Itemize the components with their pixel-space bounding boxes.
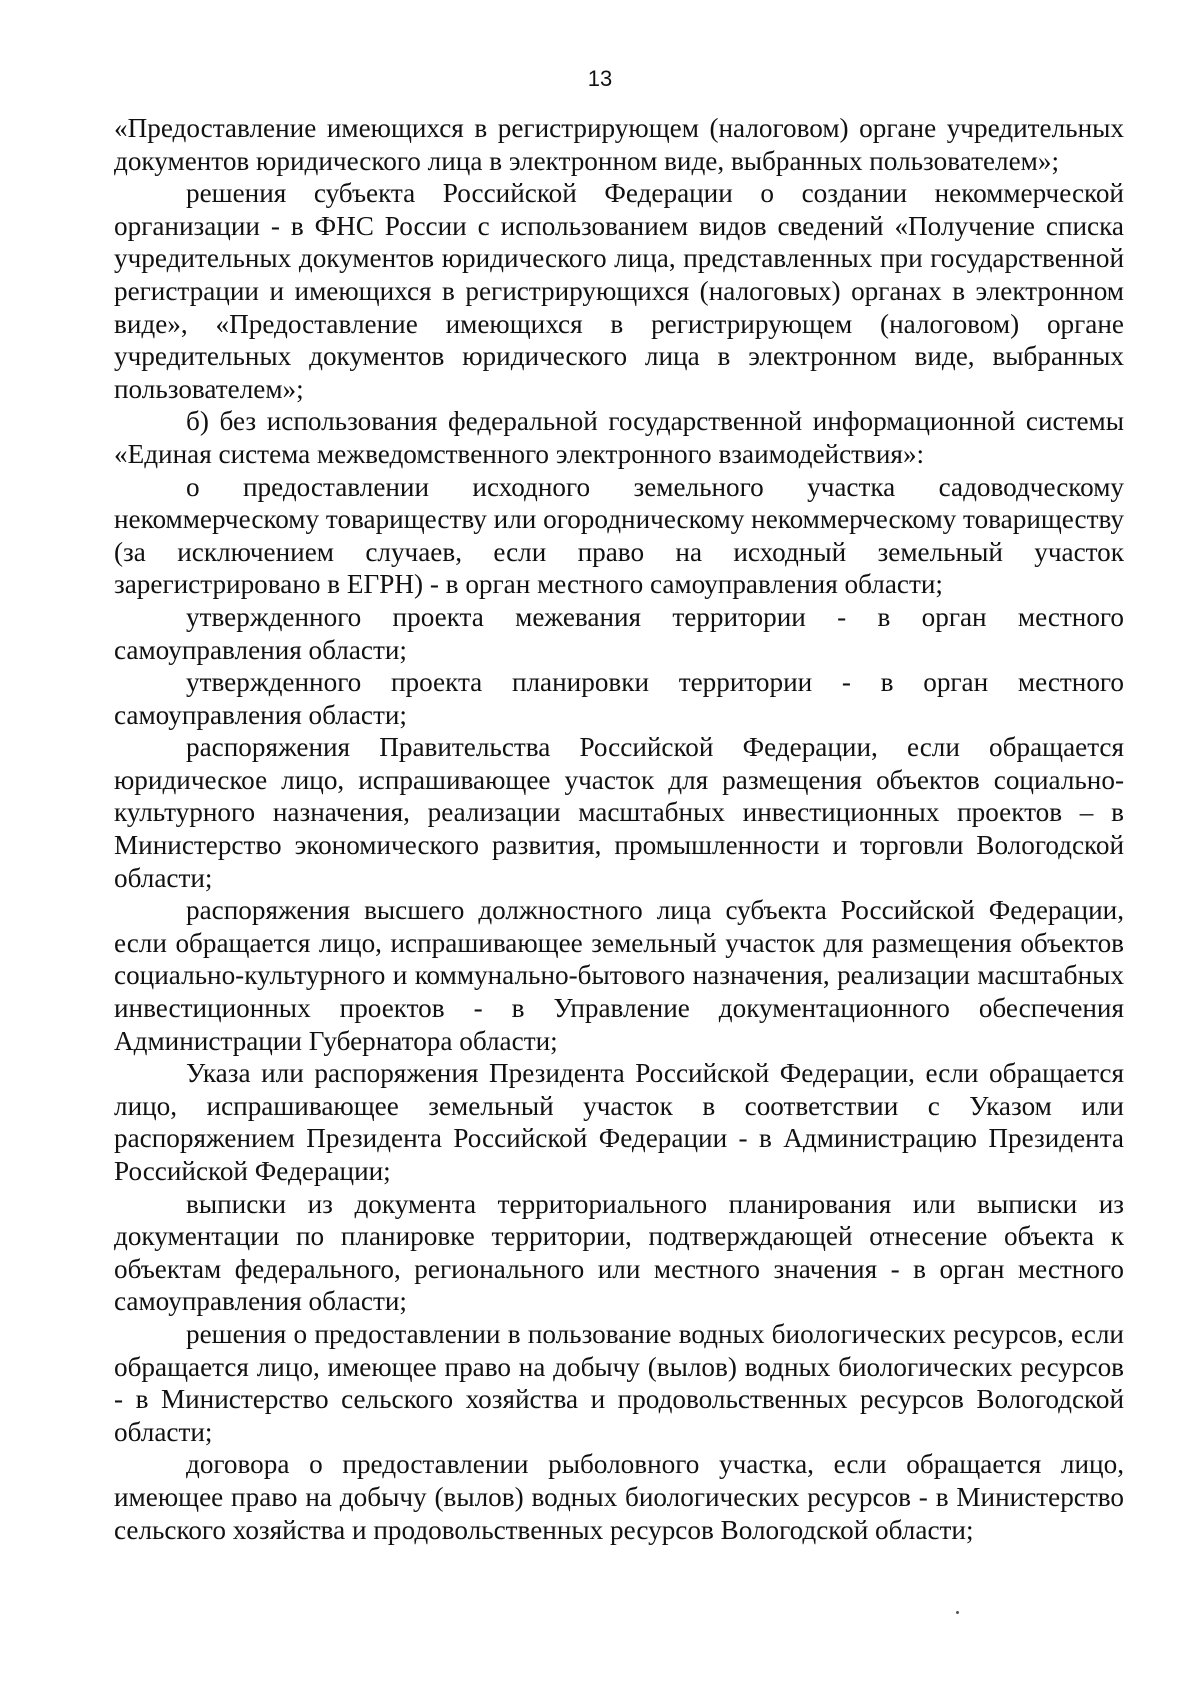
paragraph: «Предоставление имеющихся в регистрирующем (налоговом) органе учредительных документов юридического лица в электронном виде, выбранных пользователем»; [114, 113, 1124, 176]
paragraph: о предоставлении исходного земельного участка садоводческому некоммерческому товариществу или огородническому некоммерческому товариществу (за исключением случаев, если право на исходный земельный участок зарегистрировано в ЕГРН) - в орган местного самоуправления области; [114, 471, 1124, 600]
paragraph: решения субъекта Российской Федерации о создании некоммерческой организации - в ФНС России с использованием видов сведений «Получение списка учредительных документов юридического лица, представленных при государственной регистрации и имеющихся в регистрирующихся (налоговых) органах в электронном виде», «Предоставление имеющихся в регистрирующем (налоговом) органе учредительных документов юридического лица в электронном виде, выбранных пользователем»; [114, 178, 1124, 404]
paragraph: договора о предоставлении рыболовного участка, если обращается лицо, имеющее право на добычу (вылов) водных биологических ресурсов - в Министерство сельского хозяйства и продовольственных ресурсов Вологодской области; [114, 1449, 1124, 1545]
paragraph: выписки из документа территориального планирования или выписки из документации по планировке территории, подтверждающей отнесение объекта к объектам федерального, регионального или местного значения - в орган местного самоуправления области; [114, 1188, 1124, 1317]
paragraph: утвержденного проекта межевания территории - в орган местного самоуправления области; [114, 601, 1124, 665]
paragraph: решения о предоставлении в пользование водных биологических ресурсов, если обращается лицо, имеющее право на добычу (вылов) водных биологических ресурсов - в Министерство сельского хозяйства и продовольственных ресурсов Вологодской области; [114, 1318, 1124, 1447]
paragraph: распоряжения Правительства Российской Федерации, если обращается юридическое лицо, испрашивающее участок для размещения объектов социально-культурного назначения, реализации масштабных инвестиционных проектов – в Министерство экономического развития, промышленности и торговли Вологодской области; [114, 732, 1124, 893]
paragraph: распоряжения высшего должностного лица субъекта Российской Федерации, если обращается лицо, испрашивающее земельный участок для размещения объектов социально-культурного и коммунально-бытового назначения, реализации масштабных инвестиционных проектов - в Управление документационного обеспечения Администрации Губернатора области; [114, 895, 1124, 1056]
scan-speck [956, 1611, 959, 1614]
document-body [114, 112, 1124, 1546]
paragraph: Указа или распоряжения Президента Российской Федерации, если обращается лицо, испрашивающее земельный участок в соответствии с Указом или распоряжением Президента Российской Федерации - в Администрацию Президента Российской Федерации; [114, 1058, 1124, 1186]
paragraph: утвержденного проекта планировки территории - в орган местного самоуправления области; [114, 667, 1124, 730]
page-number: 13 [587, 66, 613, 91]
paragraph: б) без использования федеральной государственной информационной системы «Единая система межведомственного электронного взаимодействия»: [114, 406, 1124, 469]
